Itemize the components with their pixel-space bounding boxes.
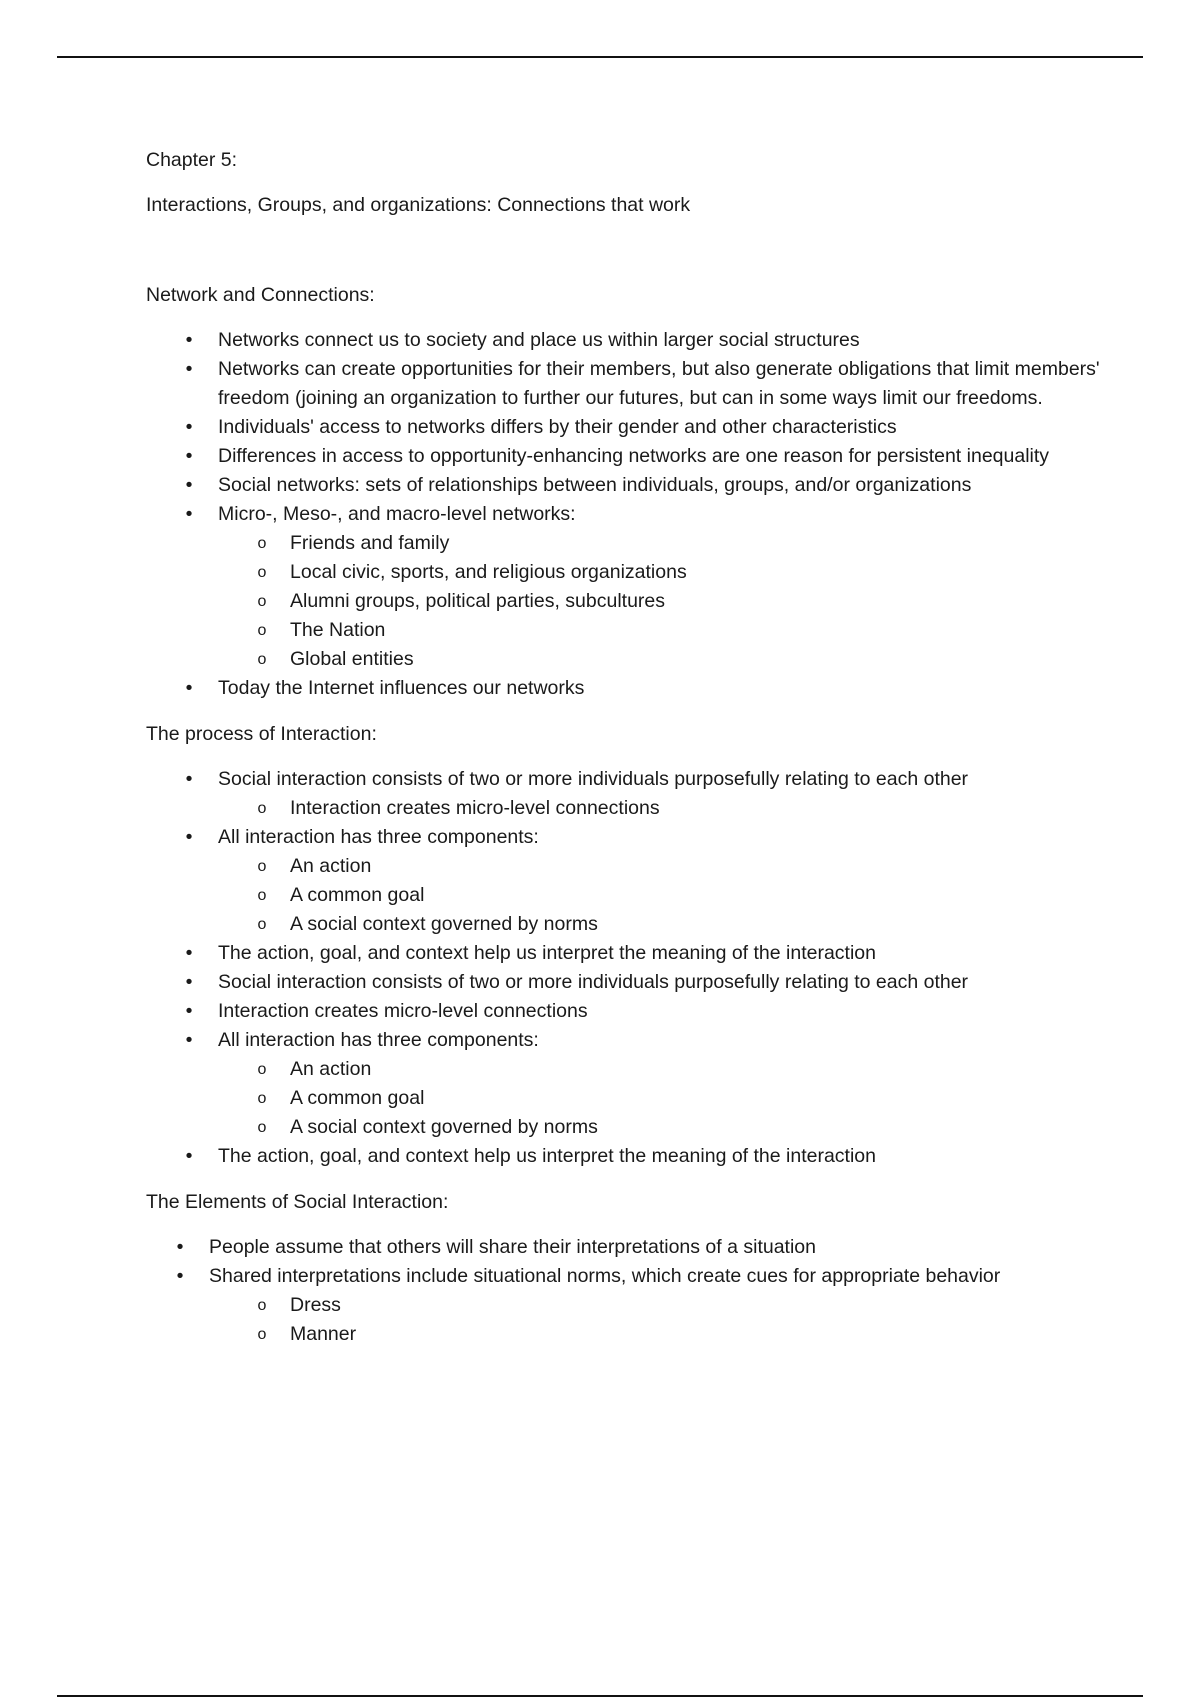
- sub-list-item: o Manner: [146, 1320, 1106, 1349]
- circle-bullet-icon: o: [257, 916, 267, 933]
- list-item: • People assume that others will share their interpretations of a situation: [146, 1233, 1106, 1262]
- circle-bullet-icon: o: [257, 887, 267, 904]
- bullet-list: [146, 1233, 1106, 1349]
- bullet-icon: •: [185, 329, 193, 351]
- list-item: • Networks can create opportunities for their members, but also generate obligations that limit members' freedom (joining an organization to further our futures, but can in some ways limit our freedoms.: [146, 355, 1106, 413]
- sub-list-item: o Alumni groups, political parties, subcultures: [146, 587, 1106, 616]
- list-item: • Interaction creates micro-level connections: [146, 997, 1106, 1026]
- bullet-icon: •: [185, 1029, 193, 1051]
- list-item: • Networks connect us to society and place us within larger social structures: [146, 326, 1106, 355]
- list-item: • The action, goal, and context help us interpret the meaning of the interaction: [146, 939, 1106, 968]
- bullet-icon: •: [185, 971, 193, 993]
- circle-bullet-icon: o: [257, 1090, 267, 1107]
- sub-list-item: o A common goal: [146, 1084, 1106, 1113]
- sub-list-item: o An action: [146, 1055, 1106, 1084]
- sub-list-item: o A social context governed by norms: [146, 910, 1106, 939]
- section-heading: The Elements of Social Interaction:: [146, 1191, 449, 1213]
- document-body: [146, 146, 1106, 1366]
- list-item: • All interaction has three components: o An action o A common goal o A social context governed by norms: [146, 823, 1106, 939]
- list-item: • Micro-, Meso-, and macro-level networks: o Friends and family o Local civic, sports, and religious organizations o Alumni groups, political parties, subcultures o The Nation o Global entities: [146, 500, 1106, 674]
- list-item: • All interaction has three components: o An action o A common goal o A social context governed by norms: [146, 1026, 1106, 1142]
- sub-list: [146, 1291, 1106, 1349]
- list-item: • Social networks: sets of relationships between individuals, groups, and/or organizations: [146, 471, 1106, 500]
- circle-bullet-icon: o: [257, 535, 267, 552]
- spacer: [146, 236, 1106, 281]
- bullet-list: [146, 765, 1106, 1171]
- sub-list: [146, 529, 1106, 674]
- list-item: • Shared interpretations include situational norms, which create cues for appropriate behavior o Dress o Manner: [146, 1262, 1106, 1349]
- circle-bullet-icon: o: [257, 1061, 267, 1078]
- sub-list-item: o Dress: [146, 1291, 1106, 1320]
- sub-list-item: o A common goal: [146, 881, 1106, 910]
- bullet-icon: •: [176, 1236, 184, 1258]
- circle-bullet-icon: o: [257, 858, 267, 875]
- list-item: • The action, goal, and context help us interpret the meaning of the interaction: [146, 1142, 1106, 1171]
- circle-bullet-icon: o: [257, 1326, 267, 1343]
- sub-list: [146, 794, 1106, 823]
- bullet-icon: •: [185, 826, 193, 848]
- list-item: • Differences in access to opportunity-enhancing networks are one reason for persistent inequality: [146, 442, 1106, 471]
- sub-list: [146, 852, 1106, 939]
- bullet-icon: •: [185, 942, 193, 964]
- bullet-icon: •: [185, 474, 193, 496]
- sub-list-item: o Local civic, sports, and religious organizations: [146, 558, 1106, 587]
- sub-list-item: o Friends and family: [146, 529, 1106, 558]
- circle-bullet-icon: o: [257, 593, 267, 610]
- list-item: • Today the Internet influences our networks: [146, 674, 1106, 703]
- circle-bullet-icon: o: [257, 1297, 267, 1314]
- bullet-icon: •: [185, 358, 193, 380]
- circle-bullet-icon: o: [257, 564, 267, 581]
- circle-bullet-icon: o: [257, 1119, 267, 1136]
- bullet-icon: •: [185, 768, 193, 790]
- chapter-title: Chapter 5:: [146, 149, 238, 171]
- header-rule: [57, 56, 1143, 58]
- bullet-icon: •: [185, 445, 193, 467]
- list-item: • Social interaction consists of two or more individuals purposefully relating to each other: [146, 968, 1106, 997]
- bullet-list: [146, 326, 1106, 703]
- list-item: • Individuals' access to networks differs by their gender and other characteristics: [146, 413, 1106, 442]
- sub-list-item: o The Nation: [146, 616, 1106, 645]
- bullet-icon: •: [185, 677, 193, 699]
- sub-list-item: o An action: [146, 852, 1106, 881]
- circle-bullet-icon: o: [257, 622, 267, 639]
- sub-list-item: o Global entities: [146, 645, 1106, 674]
- circle-bullet-icon: o: [257, 651, 267, 668]
- bullet-icon: •: [185, 1000, 193, 1022]
- chapter-subtitle: Interactions, Groups, and organizations: Connections that work: [146, 194, 691, 216]
- bullet-icon: •: [185, 503, 193, 525]
- footer-rule: [57, 1695, 1143, 1697]
- sub-list: [146, 1055, 1106, 1142]
- section-heading: The process of Interaction:: [146, 723, 377, 745]
- bullet-icon: •: [176, 1265, 184, 1287]
- section-heading: Network and Connections:: [146, 284, 375, 306]
- sub-list-item: o A social context governed by norms: [146, 1113, 1106, 1142]
- list-item: • Social interaction consists of two or more individuals purposefully relating to each other o Interaction creates micro-level connections: [146, 765, 1106, 823]
- sub-list-item: o Interaction creates micro-level connections: [146, 794, 1106, 823]
- bullet-icon: •: [185, 1145, 193, 1167]
- bullet-icon: •: [185, 416, 193, 438]
- circle-bullet-icon: o: [257, 800, 267, 817]
